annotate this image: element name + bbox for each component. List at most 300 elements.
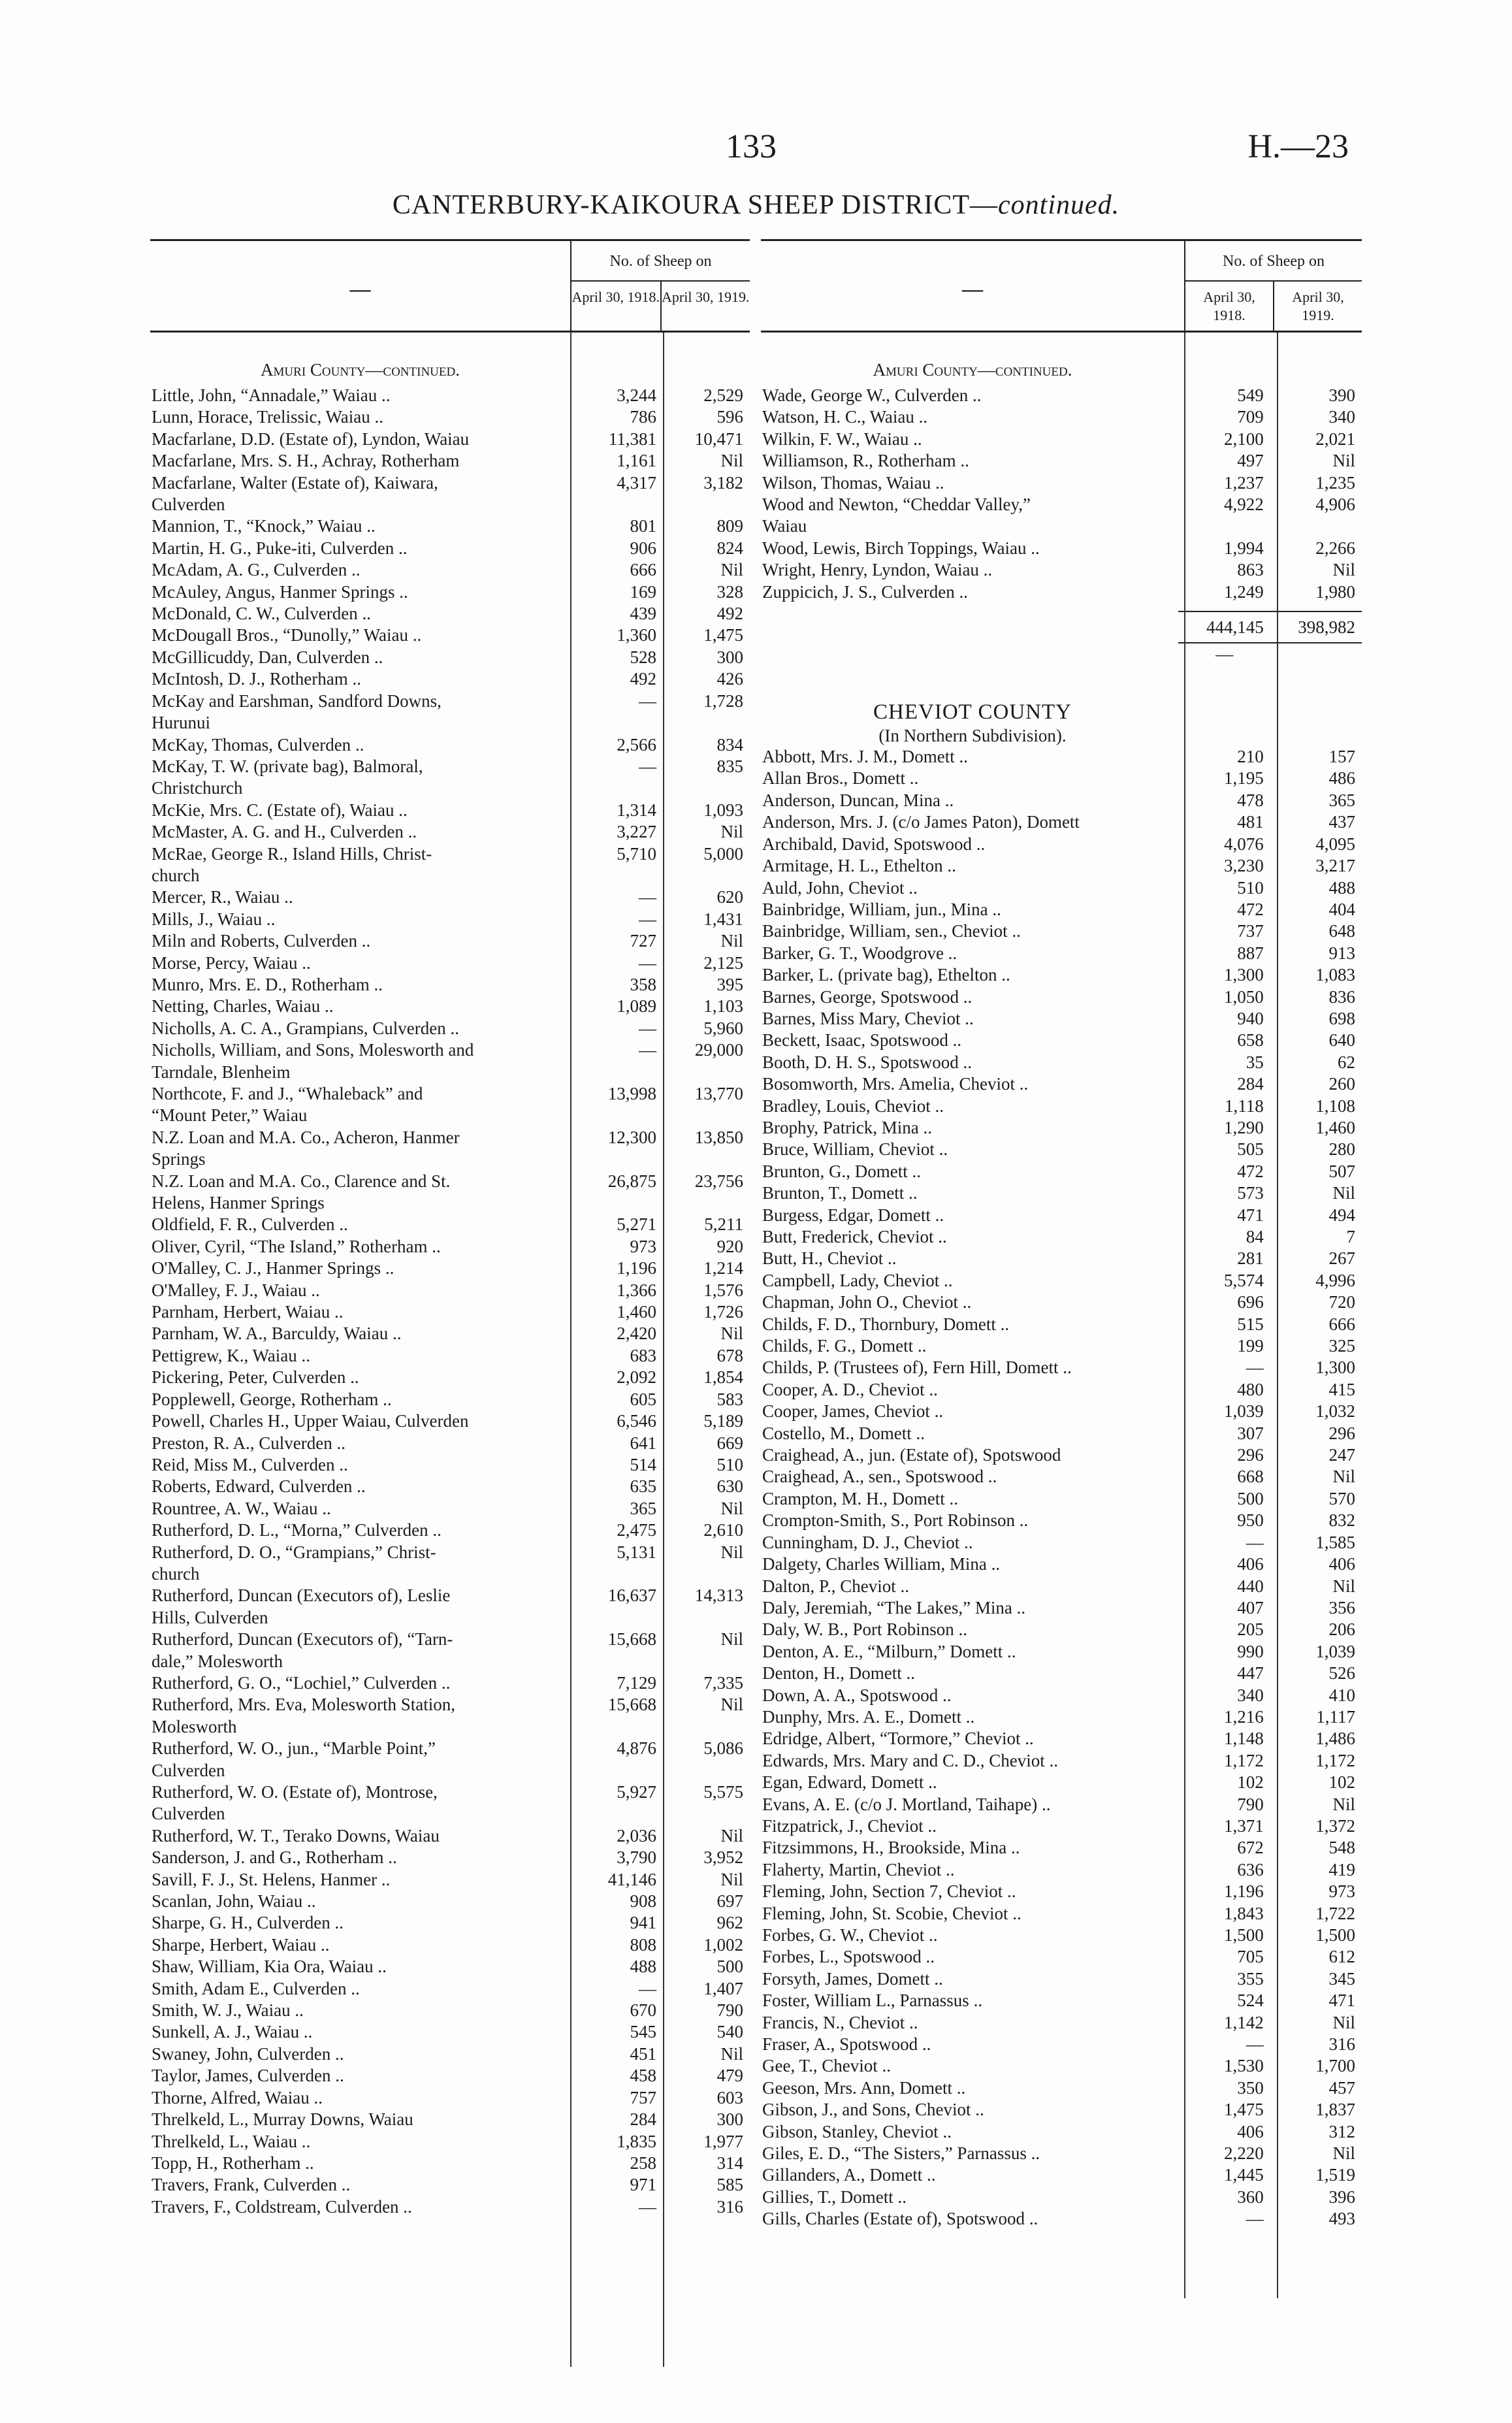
owner-name: McKay, Thomas, Culverden .. (152, 734, 364, 755)
sheep-1918: 481 (1237, 812, 1264, 832)
table-row (761, 1096, 1362, 1117)
district-title-main: CANTERBURY-KAIKOURA SHEEP DISTRICT— (392, 190, 999, 220)
sheep-1918: 11,381 (608, 429, 656, 449)
table-row (150, 1192, 750, 1214)
sheep-1919: 836 (1328, 986, 1355, 1007)
owner-name: Miln and Roberts, Culverden .. (152, 931, 371, 951)
owner-name: Rutherford, D. L., “Morna,” Culverden .. (152, 1520, 442, 1540)
table-row (761, 746, 1362, 768)
owner-name: Booth, D. H. S., Spotswood .. (762, 1052, 973, 1072)
sheep-1919 (663, 1192, 750, 1214)
cheviot-subtitle: (In Northern Subdivision). (878, 726, 1067, 746)
owner-name: Sunkell, A. J., Waiau .. (152, 2022, 313, 2042)
owner-name: Francis, N., Cheviot .. (762, 2012, 918, 2032)
sheep-1918: 4,876 (617, 1738, 656, 1759)
sheep-1919: 548 (1328, 1838, 1355, 1858)
sheep-1918: 808 (630, 1934, 656, 1955)
sheep-1919: 406 (1328, 1554, 1355, 1574)
sheep-1918: 510 (1237, 877, 1264, 898)
owner-name: Mercer, R., Waiau .. (152, 887, 293, 907)
sheep-1919 (663, 1716, 750, 1738)
owner-name: Allan Bros., Domett .. (762, 768, 919, 789)
sheep-1919: 426 (716, 669, 743, 689)
sheep-1919: 13,850 (694, 1127, 743, 1147)
table-row (150, 712, 750, 734)
sheep-1919: 824 (716, 538, 743, 558)
owner-name: Dunphy, Mrs. A. E., Domett .. (762, 1706, 975, 1727)
table-row (761, 2208, 1362, 2230)
sheep-1918: 199 (1237, 1336, 1264, 1356)
owner-name: McGillicuddy, Dan, Culverden .. (152, 647, 383, 667)
owner-name: Brophy, Patrick, Mina .. (762, 1117, 932, 1137)
owner-name: Edwards, Mrs. Mary and C. D., Cheviot .. (762, 1750, 1058, 1770)
sheep-1918: 990 (1237, 1641, 1264, 1661)
sheep-1918: 887 (1237, 943, 1264, 963)
owner-name: Topp, H., Rotherham .. (152, 2153, 314, 2173)
cheviot-heading (761, 665, 1184, 746)
table-row (150, 1629, 750, 1650)
owner-name: Childs, F. G., Domett .. (762, 1336, 927, 1356)
table-row (150, 450, 750, 472)
sheep-1918: 1,290 (1224, 1117, 1264, 1137)
sheep-1919: Nil (1332, 1794, 1355, 1814)
sheep-count-header: No. of Sheep on (571, 241, 750, 282)
sheep-1918: 1,237 (1224, 472, 1264, 493)
owner-name: Oldfield, F. R., Culverden .. (152, 1214, 348, 1235)
sheep-1918: 1,161 (617, 451, 656, 471)
sheep-1918 (570, 1192, 663, 1214)
sheep-1918: 973 (630, 1236, 656, 1256)
sheep-1919: 1,300 (1315, 1358, 1355, 1378)
table-row (761, 877, 1362, 899)
table-row (761, 1139, 1362, 1160)
sheep-1918: 4,317 (617, 472, 656, 493)
sheep-1919: Nil (720, 560, 743, 580)
table-row (150, 538, 750, 559)
sheep-1918: 296 (1237, 1445, 1264, 1465)
owner-name: Pettigrew, K., Waiau .. (152, 1345, 311, 1365)
table-row (761, 581, 1362, 603)
owner-name: Rutherford, Duncan (Executors of), Leslie (152, 1586, 451, 1606)
sheep-1918: 549 (1237, 385, 1264, 405)
sheep-1918 (570, 1803, 663, 1825)
sheep-1918: 15,668 (607, 1629, 656, 1650)
table-row (150, 1018, 750, 1039)
table-row (150, 1563, 750, 1585)
table-row (150, 429, 750, 450)
table-row (761, 2143, 1362, 2164)
table-row (761, 2099, 1362, 2121)
sheep-1919: 325 (1328, 1336, 1355, 1356)
sheep-1919: 328 (716, 581, 743, 602)
owner-name: Archibald, David, Spotswood .. (762, 834, 986, 854)
owner-name: Netting, Charles, Waiau .. (152, 996, 334, 1016)
sheep-1918 (570, 1716, 663, 1738)
sheep-1918: 641 (630, 1433, 656, 1453)
sheep-1919: 14,313 (694, 1586, 743, 1606)
sheep-1918: 2,036 (617, 1825, 656, 1846)
table-row (761, 1925, 1362, 1946)
sheep-1918: 41,146 (607, 1869, 656, 1889)
owner-name: McRae, George R., Island Hills, Christ- (152, 843, 432, 864)
sheep-1918: 3,230 (1224, 856, 1264, 876)
sheep-1918: 737 (1237, 921, 1264, 941)
sheep-1918: 757 (630, 2087, 656, 2107)
owner-name: Cooper, A. D., Cheviot .. (762, 1379, 938, 1399)
table-row (150, 974, 750, 996)
table-row (761, 1990, 1362, 2011)
owner-name: Culverden (152, 1804, 225, 1824)
owner-name: Evans, A. E. (c/o J. Mortland, Taihape) .. (762, 1794, 1051, 1814)
sheep-1919: 790 (716, 2000, 743, 2021)
sheep-1919: 570 (1328, 1488, 1355, 1508)
sheep-1918: 5,710 (617, 843, 656, 864)
owner-name: Fitzpatrick, J., Cheviot .. (762, 1815, 937, 1836)
sheep-1919: 23,756 (694, 1171, 743, 1191)
owner-name: Rountree, A. W., Waiau .. (152, 1498, 331, 1518)
table-row (150, 2043, 750, 2065)
sheep-1919: 493 (1328, 2209, 1355, 2229)
sheep-1919 (663, 494, 750, 515)
table-row (150, 821, 750, 843)
owner-name: Butt, H., Cheviot .. (762, 1248, 897, 1269)
sheep-1918: 472 (1237, 1161, 1264, 1181)
sheep-1919: 410 (1328, 1685, 1355, 1705)
owner-name: McDonald, C. W., Culverden .. (152, 604, 371, 624)
owner-name: Cunningham, D. J., Cheviot .. (762, 1532, 973, 1552)
owner-name: Sharpe, G. H., Culverden .. (152, 1913, 344, 1933)
owner-name: Mills, J., Waiau .. (152, 909, 276, 929)
owner-name: Craighead, A., jun. (Estate of), Spotswood (762, 1445, 1061, 1465)
table-row (150, 1912, 750, 1934)
sheep-1919 (663, 1062, 750, 1083)
sheep-1919: 247 (1328, 1445, 1355, 1465)
table-row (150, 952, 750, 974)
table-row (150, 1651, 750, 1672)
sheep-1918: 672 (1237, 1838, 1264, 1858)
sheep-1918: 284 (630, 2109, 656, 2130)
section-heading: Amuri County—continued. (873, 360, 1072, 380)
sheep-1919: 1,726 (703, 1302, 743, 1322)
table-row (761, 943, 1362, 964)
sheep-1919: 365 (1328, 790, 1355, 810)
sheep-1918: — (639, 952, 656, 973)
table-row (761, 899, 1362, 920)
table-row (761, 2034, 1362, 2055)
owner-name: Bainbridge, William, sen., Cheviot .. (762, 921, 1021, 941)
sheep-1919: 312 (1328, 2121, 1355, 2141)
sheep-1919: 1,117 (1316, 1706, 1355, 1727)
sheep-1919: Nil (720, 931, 743, 951)
sheep-1918: 406 (1237, 1554, 1264, 1574)
table-row (761, 1794, 1362, 1815)
owner-name: Springs (152, 1149, 206, 1169)
sheep-1918: 358 (630, 974, 656, 994)
sheep-1918: 210 (1237, 747, 1264, 767)
owner-name: Barnes, George, Spotswood .. (762, 986, 973, 1007)
sheep-1918: 350 (1237, 2077, 1264, 2098)
owner-name: Williamson, R., Rotherham .. (762, 451, 969, 471)
sheep-1918: 478 (1237, 790, 1264, 810)
table-row (150, 1891, 750, 1912)
sheep-1919: 296 (1328, 1423, 1355, 1443)
sheep-1918: 5,574 (1224, 1270, 1264, 1290)
sheep-1918: 1,196 (1224, 1881, 1264, 1902)
owner-name: Parnham, W. A., Barculdy, Waiau .. (152, 1324, 402, 1344)
sheep-1918 (570, 1105, 663, 1126)
sheep-1918: 2,566 (617, 734, 656, 755)
sheep-1919: 3,217 (1315, 856, 1355, 876)
sheep-1918: 488 (630, 1957, 656, 1977)
table-row (761, 1553, 1362, 1575)
owner-name: Campbell, Lady, Cheviot .. (762, 1270, 953, 1290)
table-row (761, 1379, 1362, 1401)
owner-name: Abbott, Mrs. J. M., Domett .. (762, 747, 969, 767)
table-row (150, 1934, 750, 1956)
sheep-1919: 612 (1328, 1947, 1355, 1967)
sheep-1919: 5,000 (703, 843, 743, 864)
owner-name: Zuppicich, J. S., Culverden .. (762, 581, 968, 602)
table-row (761, 1292, 1362, 1313)
sheep-1919: Nil (1332, 560, 1355, 580)
page-number: 133 (726, 128, 777, 165)
sheep-1919: 1,500 (1315, 1925, 1355, 1945)
table-row (761, 429, 1362, 450)
table-row (761, 1488, 1362, 1510)
owner-name: Barker, L. (private bag), Ethelton .. (762, 965, 1010, 985)
sheep-1918: — (639, 1040, 656, 1060)
sheep-1918: 941 (630, 1913, 656, 1933)
owner-name: Edridge, Albert, “Tormore,” Cheviot .. (762, 1729, 1034, 1749)
owner-name: Brunton, T., Domett .. (762, 1183, 918, 1203)
sheep-1918 (570, 1607, 663, 1629)
district-title-continued: continued. (998, 190, 1120, 220)
owner-name: Auld, John, Cheviot .. (762, 877, 918, 898)
table-row (761, 1772, 1362, 1793)
table-row (150, 1694, 750, 1716)
sheep-1919: 2,529 (703, 385, 743, 405)
sheep-1919: Nil (1332, 1467, 1355, 1487)
sheep-1918: 658 (1237, 1030, 1264, 1050)
sheep-1918: 281 (1237, 1248, 1264, 1269)
owner-name: Anderson, Mrs. J. (c/o James Paton), Domett (762, 812, 1080, 832)
sheep-1918: 940 (1237, 1008, 1264, 1028)
owner-name: Wright, Henry, Lyndon, Waiau .. (762, 560, 993, 580)
left-table-body (150, 333, 750, 2218)
sheep-1918 (570, 494, 663, 515)
table-row (761, 1815, 1362, 1837)
table-row (150, 1520, 750, 1541)
owner-name: Travers, Frank, Culverden .. (152, 2175, 351, 2195)
sheep-1918: 407 (1237, 1597, 1264, 1618)
table-row (761, 1641, 1362, 1663)
sheep-1919: 316 (716, 2196, 743, 2217)
sheep-1918: 492 (630, 669, 656, 689)
sheep-1918: 1,148 (1224, 1729, 1264, 1749)
owner-name: Giles, E. D., “The Sisters,” Parnassus .. (762, 2143, 1040, 2164)
sheep-1918: 786 (630, 407, 656, 427)
sheep-1919: 669 (716, 1433, 743, 1453)
owner-name: Wilson, Thomas, Waiau .. (762, 472, 944, 493)
owner-name: “Mount Peter,” Waiau (152, 1105, 308, 1126)
sheep-1919: 834 (716, 734, 743, 755)
district-title (0, 189, 1512, 221)
table-row (761, 494, 1362, 515)
sheep-1918: 1,314 (617, 800, 656, 820)
sheep-1918: 3,244 (617, 385, 656, 405)
table-row (150, 406, 750, 428)
table-row (761, 790, 1362, 811)
table-row (761, 1663, 1362, 1684)
sheep-1918: 4,922 (1224, 495, 1264, 515)
table-row (150, 2065, 750, 2087)
table-row (761, 986, 1362, 1008)
table-row (150, 472, 750, 494)
owner-name: dale,” Molesworth (152, 1651, 283, 1671)
table-row (761, 1510, 1362, 1531)
sheep-1918: 447 (1237, 1663, 1264, 1683)
table-row (761, 920, 1362, 942)
sheep-1918 (1179, 515, 1270, 537)
sheep-1918: 1,196 (617, 1258, 656, 1278)
table-row (150, 1410, 750, 1432)
sheep-1918: 472 (1237, 899, 1264, 919)
sheep-1918: — (1246, 1358, 1264, 1378)
sheep-1918: 2,475 (617, 1520, 656, 1540)
sheep-1919: Nil (720, 822, 743, 842)
sheep-1919: 494 (1328, 1205, 1355, 1225)
sheep-1918: 458 (630, 2066, 656, 2086)
sheep-1918: 1,249 (1224, 581, 1264, 602)
sheep-1918: 440 (1237, 1576, 1264, 1596)
sheep-1918: 1,460 (617, 1302, 656, 1322)
owner-name: Fraser, A., Spotswood .. (762, 2034, 931, 2055)
owner-name: McIntosh, D. J., Rotherham .. (152, 669, 361, 689)
owner-name: McKay and Earshman, Sandford Downs, (152, 691, 442, 711)
table-row (761, 811, 1362, 833)
sheep-1918: 670 (630, 2000, 656, 2021)
table-row (150, 668, 750, 690)
owner-name: Swaney, John, Culverden .. (152, 2043, 344, 2064)
table-row (761, 1728, 1362, 1749)
table-row (150, 1869, 750, 1891)
table-row (150, 1214, 750, 1235)
table-row (761, 1881, 1362, 1902)
sheep-1919: 1,700 (1315, 2056, 1355, 2076)
owner-name: N.Z. Loan and M.A. Co., Acheron, Hanmer (152, 1127, 460, 1147)
owner-name: Foster, William L., Parnassus .. (762, 1991, 983, 2011)
table-row (761, 472, 1362, 494)
table-row (150, 1389, 750, 1410)
owner-name: Watson, H. C., Waiau .. (762, 407, 928, 427)
sheep-1919: 488 (1328, 877, 1355, 898)
table-row (761, 538, 1362, 559)
owner-name: Hills, Culverden (152, 1607, 268, 1627)
owner-name: Armitage, H. L., Ethelton .. (762, 856, 956, 876)
owner-name: O'Malley, F. J., Waiau .. (152, 1280, 320, 1300)
table-row (150, 1498, 750, 1520)
sheep-1918: 668 (1237, 1467, 1264, 1487)
sheep-1918: — (1246, 2034, 1264, 2055)
sheep-1918: 169 (630, 581, 656, 602)
sheep-1918: 205 (1237, 1619, 1264, 1640)
sheep-1918: 514 (630, 1454, 656, 1474)
sheep-1919: 457 (1328, 2077, 1355, 2098)
owner-name: Macfarlane, D.D. (Estate of), Lyndon, Waiau (152, 429, 470, 449)
sheep-1918: — (639, 909, 656, 929)
table-row (150, 1345, 750, 1367)
owner-name: Fleming, John, Section 7, Cheviot .. (762, 1881, 1016, 1902)
owner-name: Dalgety, Charles William, Mina .. (762, 1554, 1001, 1574)
table-row (761, 768, 1362, 789)
owner-name: Morse, Percy, Waiau .. (152, 952, 311, 973)
owner-name: Smith, Adam E., Culverden .. (152, 1978, 360, 1998)
table-row (150, 1454, 750, 1476)
table-row (150, 625, 750, 646)
table-row (150, 1803, 750, 1825)
table-row (761, 2164, 1362, 2186)
table-row (150, 1301, 750, 1323)
sheep-1918: 102 (1237, 1772, 1264, 1793)
sheep-1919: 1,475 (703, 625, 743, 645)
sheep-1918: 7,129 (617, 1672, 656, 1693)
sheep-1919: 526 (1328, 1663, 1355, 1683)
sheep-1919: 4,906 (1315, 495, 1355, 515)
owner-name: Rutherford, Duncan (Executors of), “Tarn- (152, 1629, 453, 1650)
owner-name: Smith, W. J., Waiau .. (152, 2000, 304, 2021)
table-row (150, 494, 750, 515)
table-row (150, 2174, 750, 2196)
owner-name: Rutherford, G. O., “Lochiel,” Culverden .. (152, 1672, 451, 1693)
table-row (150, 581, 750, 603)
table-row (761, 1401, 1362, 1422)
sheep-1918: 696 (1237, 1292, 1264, 1312)
table-row (150, 2087, 750, 2109)
total-1919: 398,982 (1270, 611, 1362, 643)
sheep-1918: 863 (1237, 560, 1264, 580)
sheep-1918: 1,142 (1224, 2012, 1264, 2032)
sheep-1919: 500 (716, 1957, 743, 1977)
sheep-1918: 950 (1237, 1510, 1264, 1531)
sheep-1919 (663, 1105, 750, 1126)
sheep-1919 (663, 1607, 750, 1629)
owner-name: Geeson, Mrs. Ann, Domett .. (762, 2077, 966, 2098)
sheep-1919: 300 (716, 647, 743, 667)
table-row (761, 1117, 1362, 1139)
owner-name: Rutherford, Mrs. Eva, Molesworth Station, (152, 1695, 455, 1715)
sheep-1919: 479 (716, 2066, 743, 2086)
sheep-1919: 1,172 (1315, 1750, 1355, 1770)
sheep-1918: 709 (1237, 407, 1264, 427)
owner-name: Bradley, Louis, Cheviot .. (762, 1096, 944, 1116)
owner-name: Gee, T., Cheviot .. (762, 2056, 891, 2076)
right-table-body (761, 333, 1362, 665)
sheep-1919: 1,083 (1315, 965, 1355, 985)
table-row (150, 647, 750, 668)
sheep-1919: 390 (1328, 385, 1355, 405)
sheep-1918: 16,637 (607, 1586, 656, 1606)
sheep-1919: 1,854 (703, 1367, 743, 1388)
owner-name: Gibson, J., and Sons, Cheviot .. (762, 2100, 984, 2120)
sheep-1918: 1,371 (1224, 1815, 1264, 1836)
sheep-1919: 973 (1328, 1881, 1355, 1902)
table-row (150, 843, 750, 865)
owner-name: Bainbridge, William, jun., Mina .. (762, 899, 1001, 919)
sheep-1919: 1,103 (703, 996, 743, 1016)
owner-name: Powell, Charles H., Upper Waiau, Culverden (152, 1411, 469, 1431)
table-row (761, 1161, 1362, 1182)
sheep-1918: 2,220 (1224, 2143, 1264, 2164)
